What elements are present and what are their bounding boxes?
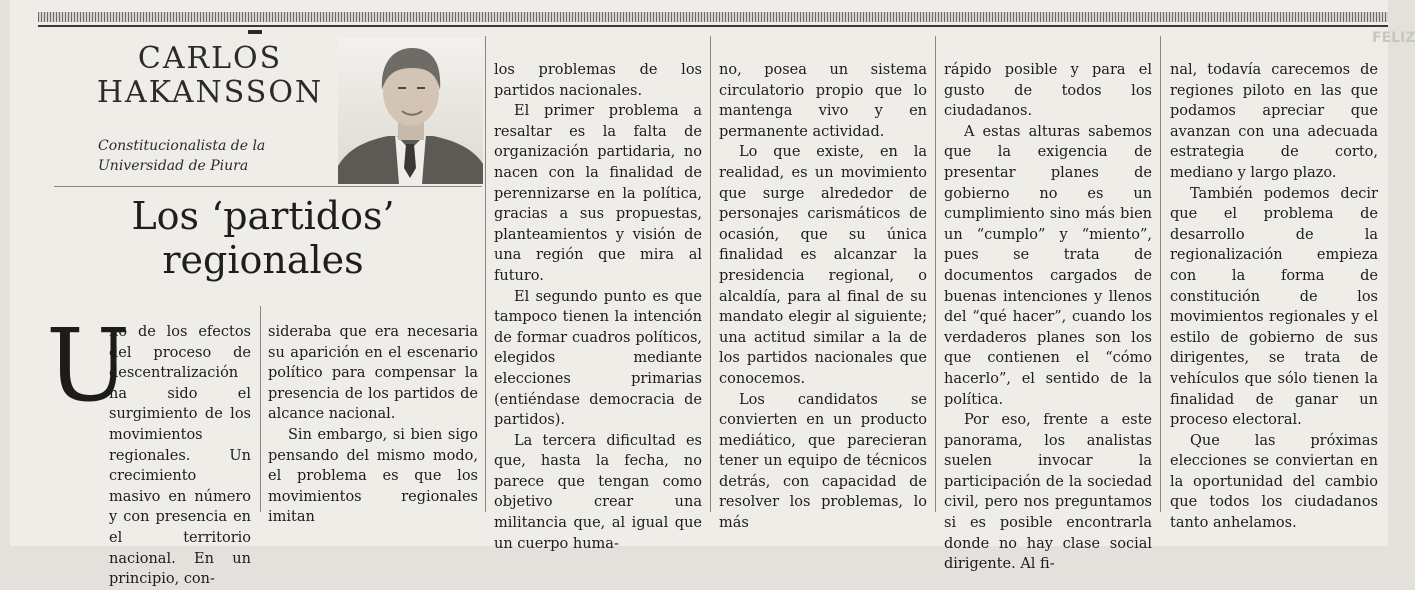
text-column-5 [944, 60, 1152, 575]
paragraph: A estas alturas sabemos que la exigencia de presentar planes de gobierno no es un cumplimiento sino más bien un “cumplo” y “miento”, pues se trata de documentos cargados de buenas intenciones y llenos del “qué hacer”, cuando los verdaderos planes son los que contienen el “cómo hacerlo”, el sentido de la política. [944, 123, 1152, 408]
column-rule [935, 36, 936, 512]
paragraph: Por eso, frente a este panorama, los analistas suelen invocar la participación de la sociedad civil, pero nos preguntamos si es posible encontrarla donde no hay clase social dirigente. Al fi- [944, 412, 1152, 573]
author-role: Constitucionalista de la Universidad de Piura [98, 138, 266, 174]
author-accent-rule [248, 30, 262, 34]
paragraph: Lo que existe, en la realidad, es un movimiento que surge alrededor de personajes carismáticos de ocasión, que su única finalidad es alcanzar la presidencia regional, o alcaldía, para al final de su mandato elegir al siguiente; una actitud similar a la de los partidos nacionales que conocemos. [719, 144, 927, 387]
paragraph: nal, todavía carecemos de regiones piloto en las que podamos apreciar que avanzan con una adecuada estrategia de corto, mediano y largo plazo. [1170, 62, 1378, 181]
paragraph: sideraba que era necesaria su aparición en el escenario político para compensar la presencia de los partidos de alcance nacional. [268, 324, 478, 423]
photo-baseline [54, 186, 482, 187]
paragraph: El segundo punto es que tampoco tienen la intención de formar cuadros políticos, elegidos mediante elecciones primarias (entiéndase democracia de partidos). [494, 288, 702, 429]
text-column-3 [494, 60, 702, 554]
text-column-2 [268, 322, 478, 528]
paragraph: El primer problema a resaltar es la falta de organización partidaria, no nacen con la finalidad de perennizarse en la política, gracias a sus propuestas, planteamientos y visión de una región que mira al futuro. [494, 103, 702, 284]
top-rule-line [38, 25, 1388, 27]
column-rule [710, 36, 711, 512]
paragraph: Los candidatos se convierten en un producto mediático, que parecieran tener un equipo de técnicos detrás, con capacidad de resolver los problemas, lo más [719, 391, 927, 532]
text-column-1a [109, 322, 251, 590]
margin-ghost-text: FELIZ [1372, 30, 1415, 46]
paragraph: no de los efectos del proceso de descentralización ha sido el surgimiento de los movimientos regionales. Un crecimiento masivo en número y con presencia en el territorio nacional. En un principio, con- [109, 324, 251, 588]
column-rule [260, 306, 261, 512]
headline: Los ‘partidos’ regionales [131, 194, 395, 282]
newspaper-page [10, 0, 1415, 588]
paragraph: los problemas de los partidos nacionales. [494, 62, 702, 99]
text-column-4 [719, 60, 927, 534]
paragraph: También podemos decir que el problema de desarrollo de la regionalización empieza con la forma de constitución de los movimientos regionales y el estilo de gobierno de sus dirigentes, se trata de vehículos que sólo tienen la finalidad de ganar un proceso electoral. [1170, 185, 1378, 429]
author-portrait-icon [338, 38, 483, 184]
paragraph: Que las próximas elecciones se conviertan en la oportunidad del cambio que todos los ciudadanos tanto anhelamos. [1170, 432, 1378, 532]
column-rule [485, 36, 486, 512]
author-photo [338, 38, 483, 184]
paragraph: no, posea un sistema circulatorio propio que lo mantenga vivo y en permanente actividad. [719, 62, 927, 140]
paragraph: Sin embargo, si bien sigo pensando del mismo modo, el problema es que los movimientos regionales imitan [268, 426, 478, 526]
paragraph: La tercera dificultad es que, hasta la fecha, no parece que tengan como objetivo crear una militancia que, al igual que un cuerpo huma- [494, 432, 702, 552]
text-column-6 [1170, 60, 1378, 534]
top-rule-pattern [38, 12, 1388, 22]
author-name: CARLOS HAKANSSON [96, 41, 324, 110]
column-rule [1160, 36, 1161, 512]
dropcap: U [46, 307, 131, 424]
paragraph: rápido posible y para el gusto de todos los ciudadanos. [944, 62, 1152, 120]
